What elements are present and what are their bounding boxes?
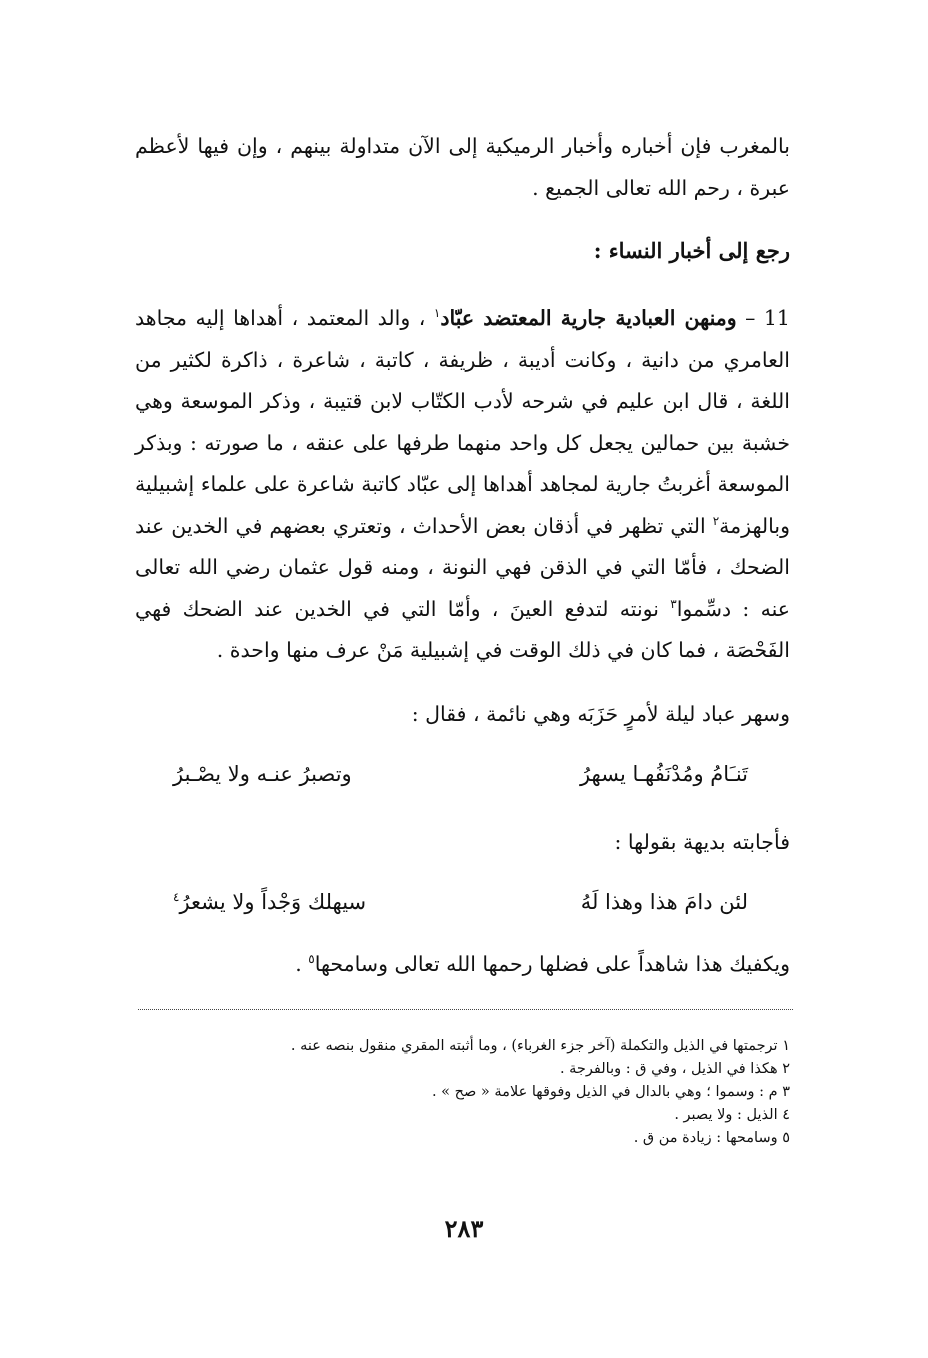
- footnote-1: ١ ترجمتها في الذيل والتكملة (آخر جزء الغرباء) ، وما أثبته المقري منقول بنصه عنه .: [290, 1038, 790, 1054]
- footnote-ref-3: ٣: [670, 596, 677, 611]
- page-number: ٢٨٣: [444, 1214, 484, 1243]
- footnote-separator: [138, 1009, 793, 1010]
- verse-2-intro: فأجابته بديهة بقولها :: [614, 830, 790, 854]
- paragraph-2-text-a: ، والد المعتمد ، أهداها إليه مجاهد العامري من دانية ، وكانت أديبة ، ظريفة ، كاتبة ، شاعرة ، ذاكرة لكثير من اللغة ، قال ابن عليم في شرحه لأدب الكتّاب لابن قتيبة ، وذكر الموسعة وهي خشبة بين حمالين يجعل كل واحد منهما طرفها على عنقه ، ما صورته : وبذكر الموسعة أغربتُ جارية لمجاهد أهداها إلى عبّاد كاتبة شاعرة على علماء إشبيلية وبالهزمة: [135, 306, 790, 538]
- footnotes: [135, 1035, 790, 1150]
- verse-2-first-hemistich: لئن دامَ هذا وهذا لَهُ: [580, 890, 748, 914]
- verse-2-second-hemistich: [173, 890, 366, 914]
- footnote-ref-4: ٤: [173, 890, 180, 904]
- footnote-ref-1: ١: [433, 306, 441, 321]
- closing-period: .: [295, 952, 302, 976]
- footnote-2: ٢ هكذا في الذيل ، وفي ق : وبالفرجة .: [559, 1061, 790, 1077]
- section-heading: رجع إلى أخبار النساء :: [593, 238, 790, 263]
- paragraph-1: بالمغرب فإن أخباره وأخبار الرميكية إلى الآن متداولة بينهم ، وإن فيها لأعظم عبرة ، رحم الله تعالى الجميع .: [135, 134, 790, 200]
- paragraph-2-text-c: نونته لتدفع العينَ ، وأمّا التي في الخدين عند الضحك فهي الفَحْصَة ، فما كان في ذلك الوقت في إشبيلية مَنْ عرف منها واحدة .: [135, 596, 790, 662]
- entry-number: 11 –: [745, 306, 790, 330]
- verse-2-second-hemistich-text: سيهلك وَجْداً ولا يشعرُ: [179, 890, 367, 914]
- closing-text: ويكفيك هذا شاهداً على فضلها رحمها الله تعالى وسامحها: [314, 952, 790, 976]
- paragraph-2-text-b: التي تظهر في أذقان بعض الأحداث ، وتعتري بعضهم في الخدين عند الضحك ، فأمّا التي في الذقن فهي النونة ، ومنه قول عثمان رضي الله تعالى عنه : دسِّموا: [135, 513, 790, 621]
- footnote-3: ٣ م : وسموا ؛ وهي بالدال في الذيل وفوقها علامة « صح » .: [431, 1084, 790, 1100]
- verse-1-intro: وسهر عباد ليلة لأمرٍ حَزَبَه وهي نائمة ، فقال :: [411, 702, 790, 726]
- footnote-ref-2: ٢: [712, 513, 720, 528]
- closing-line: [295, 952, 790, 976]
- footnote-ref-5: ٥: [308, 952, 315, 967]
- footnote-4: ٤ الذيل : ولا يصبر .: [674, 1107, 790, 1123]
- entry-lead: ومنهن العبادية جارية المعتضد عبّاد: [440, 306, 737, 330]
- verse-1-first-hemistich: تَنـَامُ ومُدْنَفُهـا يسهرُ: [579, 762, 748, 786]
- paragraph-2: [135, 298, 790, 672]
- footnote-5: ٥ وسامحها : زيادة من ق .: [633, 1130, 790, 1146]
- verse-1-second-hemistich: وتصبرُ عنـه ولا يصْـبرُ: [173, 762, 352, 786]
